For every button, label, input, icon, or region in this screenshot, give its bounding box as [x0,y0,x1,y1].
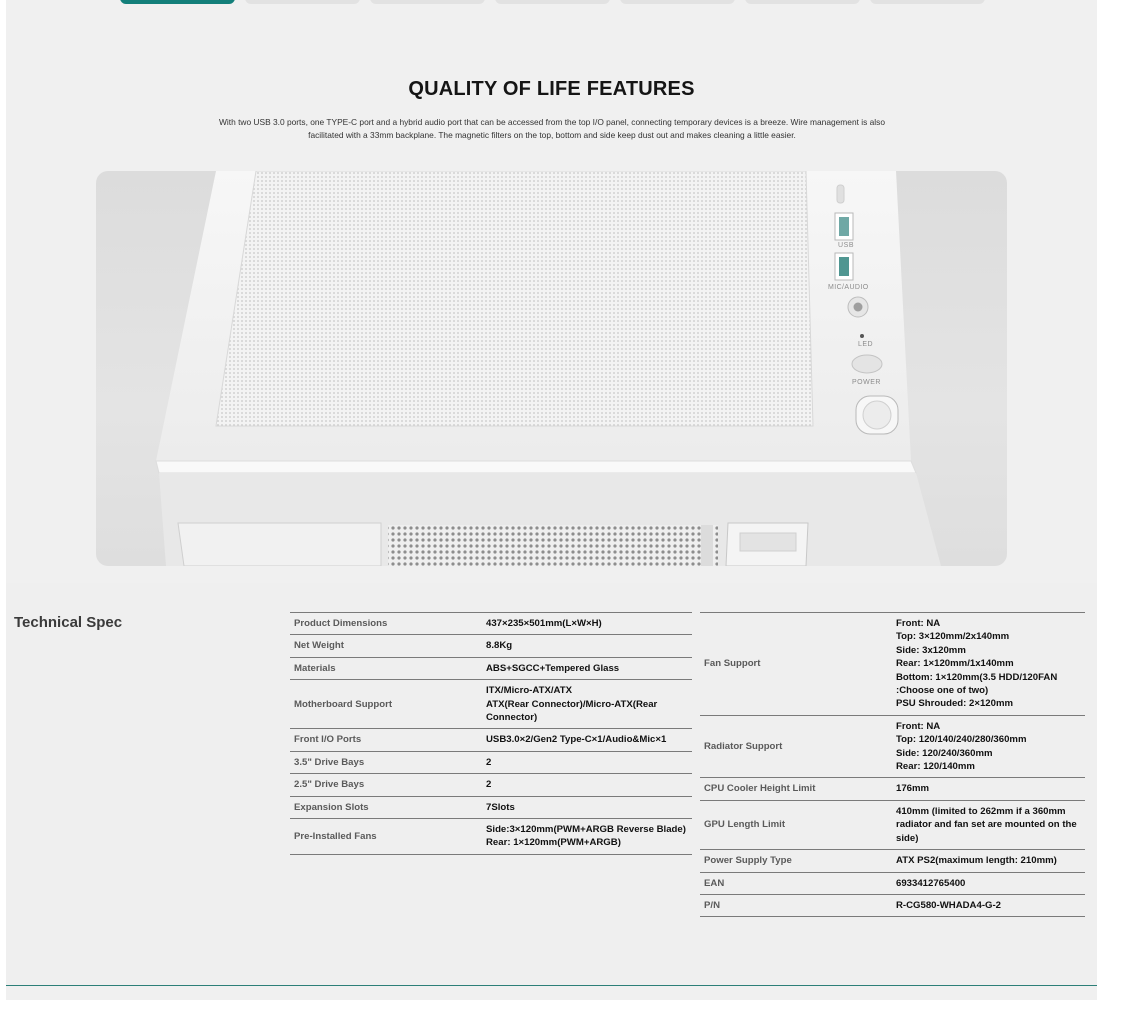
spec-value: 2 [482,751,692,773]
spec-key: Front I/O Ports [290,729,482,751]
spec-row [700,850,1085,872]
tech-spec-title: Technical Spec [14,614,123,631]
spec-key: Motherboard Support [290,680,482,729]
description-line-2: facilitated with a 33mm backplane. The magnetic filters on the top, bottom and side keep dust out and makes cleaning a little easier. [308,130,796,140]
spec-row [290,796,692,818]
spec-key: 2.5" Drive Bays [290,774,482,796]
spec-value: 437×235×501mm(L×W×H) [482,613,692,635]
section-title: QUALITY OF LIFE FEATURES [408,78,695,100]
spec-value: 176mm [892,778,1085,800]
feature-tabs [120,0,985,4]
tab-3[interactable] [370,0,485,4]
tab-1[interactable] [120,0,235,4]
spec-row [700,800,1085,849]
spec-key: Radiator Support [700,715,892,778]
spec-row [700,872,1085,894]
spec-key: Materials [290,657,482,679]
led-label: LED [858,341,874,348]
spec-row [290,819,692,855]
spec-row [290,729,692,751]
spec-row [700,613,1085,716]
spec-key: EAN [700,872,892,894]
tab-7[interactable] [870,0,985,4]
spec-row [700,778,1085,800]
spec-value: 8.8Kg [482,635,692,657]
mic-audio-label: MIC/AUDIO [828,284,869,291]
spec-table-left [290,612,692,855]
spec-table-right [700,612,1085,917]
spec-row [700,715,1085,778]
tab-2[interactable] [245,0,360,4]
spec-value: ABS+SGCC+Tempered Glass [482,657,692,679]
spec-value: 6933412765400 [892,872,1085,894]
spec-key: 3.5" Drive Bays [290,751,482,773]
spec-row [700,894,1085,916]
spec-value: ITX/Micro-ATX/ATX ATX(Rear Connector)/Micro-ATX(Rear Connector) [482,680,692,729]
power-label: POWER [852,379,881,386]
spec-value: Front: NA Top: 3×120mm/2x140mm Side: 3x120mm Rear: 1×120mm/1x140mm Bottom: 1×120mm(3.5 HDD/120FAN :Choose one of two) PSU Shrouded: 2×120mm [892,613,1085,716]
spec-key: Fan Support [700,613,892,716]
description-line-1: With two USB 3.0 ports, one TYPE-C port and a hybrid audio port that can be accessed from the top I/O panel, connecting temporary devices is a breeze. Wire management is also [219,117,885,127]
spec-key: Product Dimensions [290,613,482,635]
section-description [202,116,902,142]
spec-value: 7Slots [482,796,692,818]
spec-value: 410mm (limited to 262mm if a 360mm radiator and fan set are mounted on the side) [892,800,1085,849]
spec-value: USB3.0×2/Gen2 Type-C×1/Audio&Mic×1 [482,729,692,751]
spec-value: 2 [482,774,692,796]
spec-row [290,680,692,729]
spec-value: Front: NA Top: 120/140/240/280/360mm Side: 120/240/360mm Rear: 120/140mm [892,715,1085,778]
footer-divider [6,985,1097,986]
case-top-illustration [96,171,1007,566]
spec-row [290,657,692,679]
spec-key: GPU Length Limit [700,800,892,849]
spec-key: Pre-Installed Fans [290,819,482,855]
spec-key: Expansion Slots [290,796,482,818]
spec-row [290,635,692,657]
spec-row [290,774,692,796]
tab-6[interactable] [745,0,860,4]
tab-4[interactable] [495,0,610,4]
spec-row [290,613,692,635]
spec-value: R-CG580-WHADA4-G-2 [892,894,1085,916]
spec-key: CPU Cooler Height Limit [700,778,892,800]
page-bottom [0,1000,1129,1018]
tab-5[interactable] [620,0,735,4]
spec-row [290,751,692,773]
page [6,0,1097,1000]
usb-label: USB [838,242,855,249]
spec-key: P/N [700,894,892,916]
product-image [96,171,1007,566]
spec-key: Power Supply Type [700,850,892,872]
spec-key: Net Weight [290,635,482,657]
spec-value: ATX PS2(maximum length: 210mm) [892,850,1085,872]
spec-value: Side:3×120mm(PWM+ARGB Reverse Blade) Rear: 1×120mm(PWM+ARGB) [482,819,692,855]
